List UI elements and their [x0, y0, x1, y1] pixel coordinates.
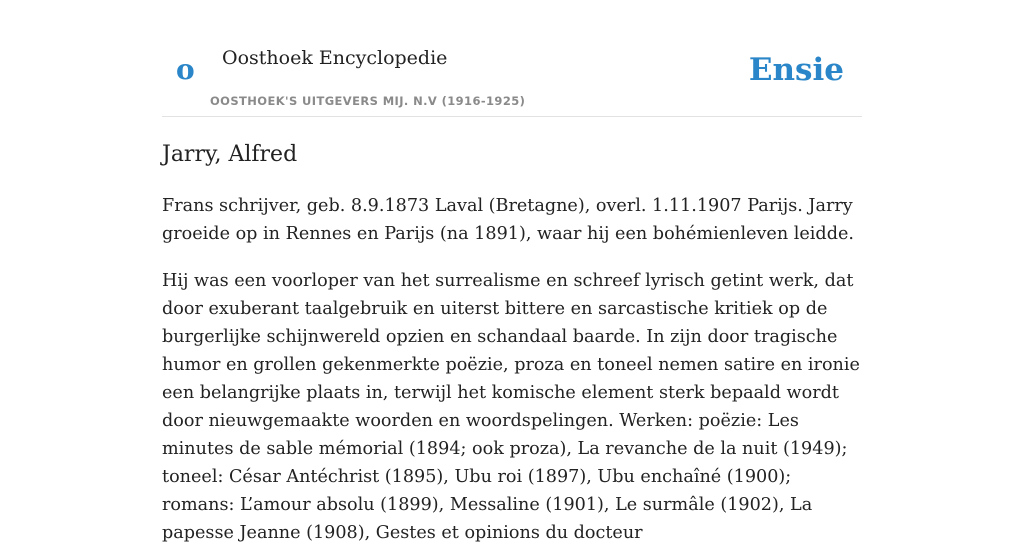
site-subtitle: OOSTHOEK'S UITGEVERS MIJ. N.V (1916-1925)	[210, 94, 526, 108]
article	[162, 138, 862, 547]
brand-logo[interactable]: Ensie	[748, 52, 844, 88]
article-paragraph: Frans schrijver, geb. 8.9.1873 Laval (Bretagne), overl. 1.11.1907 Parijs. Jarry groeide op in Rennes en Parijs (na 1891), waar hij een bohémienleven leidde.	[162, 196, 854, 244]
article-title: Jarry, Alfred	[162, 142, 298, 167]
site-header	[162, 0, 862, 117]
site-title[interactable]: Oosthoek Encyclopedie	[222, 47, 448, 69]
site-logo[interactable]: o	[176, 53, 195, 86]
article-paragraph: Hij was een voorloper van het surrealisme en schreef lyrisch getint werk, dat door exuberant taalgebruik en uiterst bittere en sarcastische kritiek op de burgerlijke schijnwereld opzien en schandaal baarde. In zijn door tragische humor en grollen gekenmerkte poëzie, proza en toneel nemen satire en ironie een belangrijke plaats in, terwijl het komische element sterk bepaald wordt door nieuwgemaakte woorden en woordspelingen. Werken: poëzie: Les minutes de sable mémorial (1894; ook proza), La revanche de la nuit (1949); toneel: César Antéchrist (1895), Ubu roi (1897), Ubu enchaîné (1900); romans: L’amour absolu (1899), Messaline (1901), Le surmâle (1902), La papesse Jeanne (1908), Gestes et opinions du docteur	[162, 271, 860, 543]
